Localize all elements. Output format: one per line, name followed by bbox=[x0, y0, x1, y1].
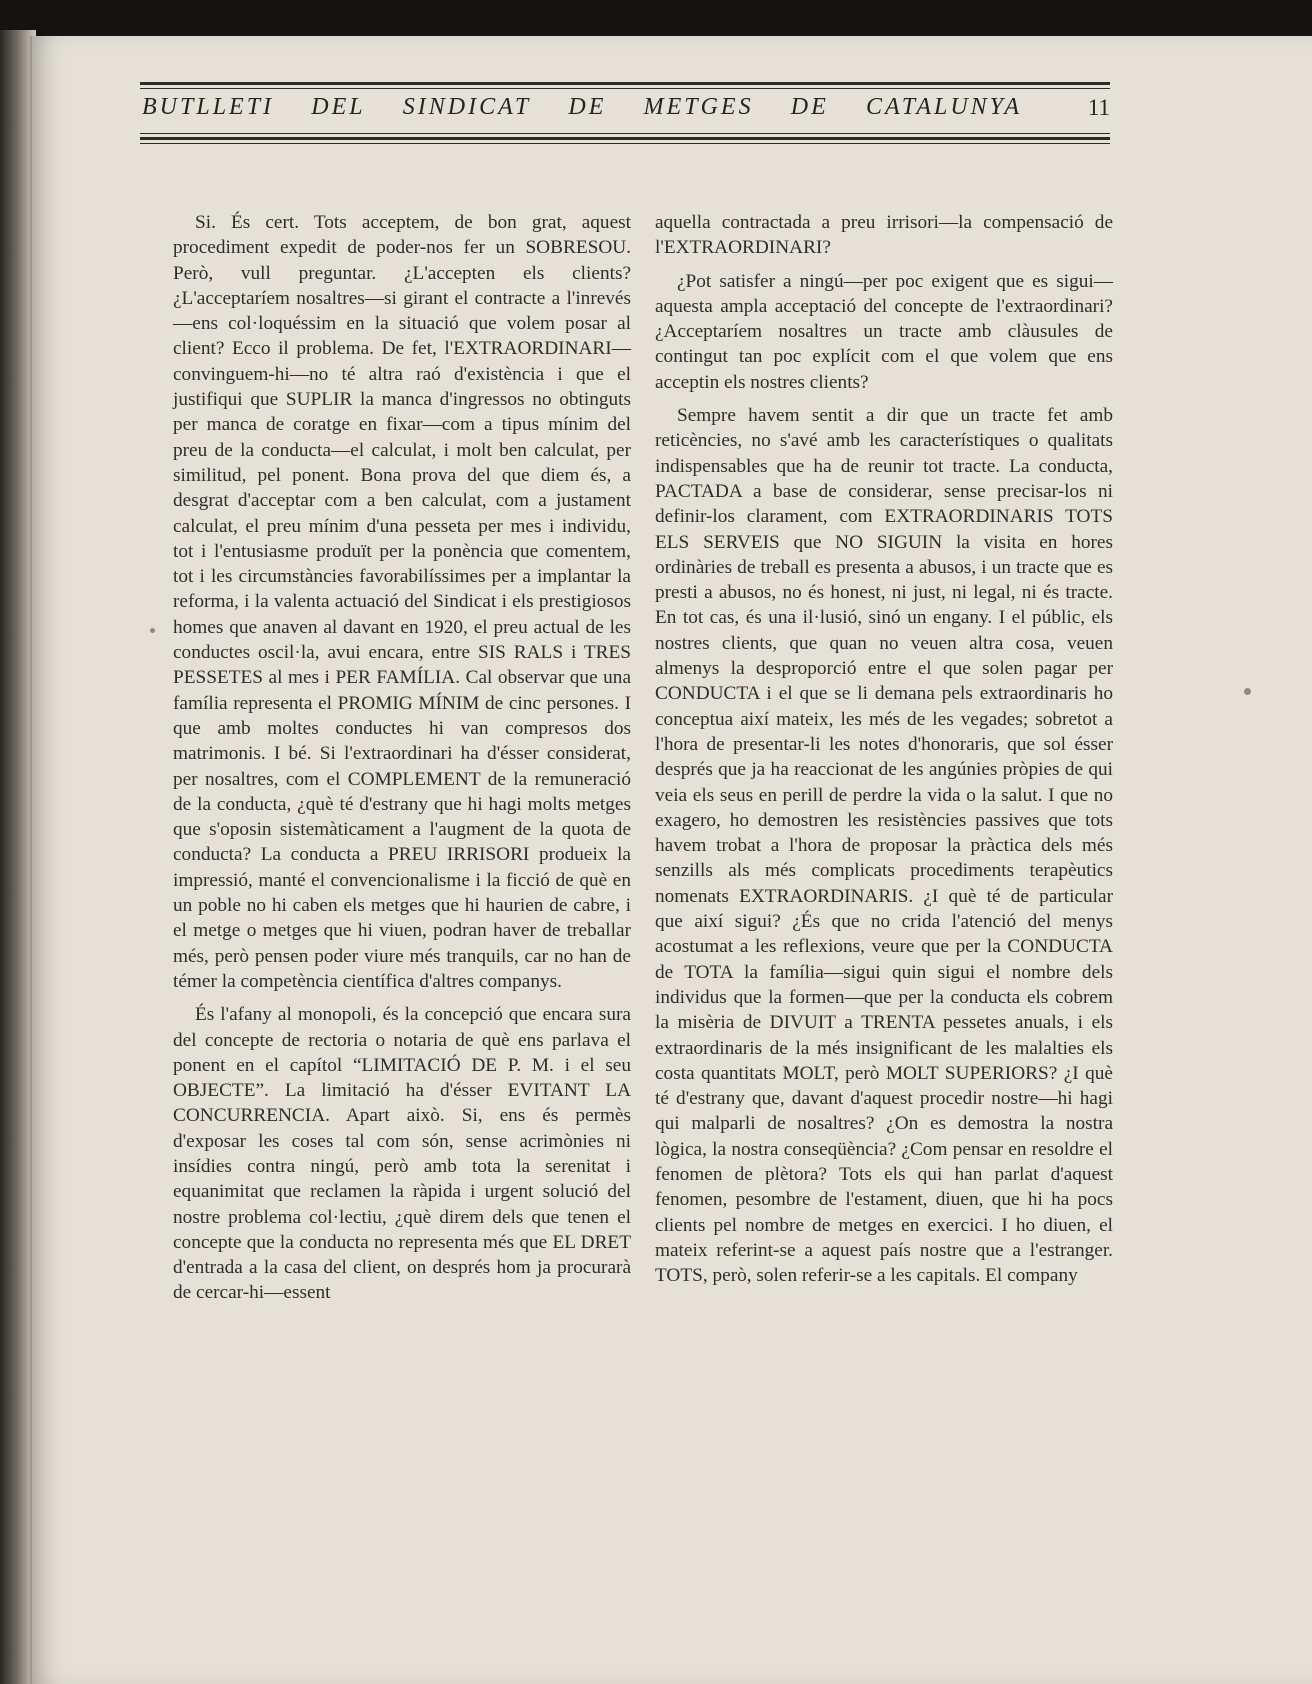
paper-blemish bbox=[150, 628, 155, 633]
paragraph-continuation: aquella contractada a preu irrisori—la compensació de l'EXTRAORDINARI? bbox=[655, 212, 1113, 259]
paragraph: ¿Pot satisfer a ningú—per poc exigent que es sigui—aquesta ampla acceptació del concepte de l'extraordinari? ¿Acceptaríem nosaltres un tracte amb clàusules de contingut tan poc explícit com el que volem que ens acceptin els nostres clients? bbox=[655, 270, 1113, 393]
paragraph: Si. És cert. Tots acceptem, de bon grat, aquest procediment expedit de poder-nos fer un SOBRESOU. Però, vull preguntar. ¿L'accepten els clients? ¿L'acceptaríem nosaltres—si girant el contracte a l'inrevés—ens col·loquéssim en la situació que volem posar al client? Ecco il problema. De fet, l'EXTRAORDINARI—convinguem-hi—no té altra raó d'existència i que el justifiqui que SUPLIR la manca d'ingressos no obtinguts per manca de coratge en fixar—com a tipus mínim del preu de la conducta—el calculat, i molt ben calculat, per similitud, pel ponent. Bona prova del que diem és, a desgrat d'acceptar com a ben calculat, com a justament calculat, el preu mínim d'una pesseta per mes i individu, tot i l'entusiasme produït per la ponència que comentem, tot i les circumstàncies favorabilíssimes per a implantar la reforma, i la valenta actuació del Sindicat i els prestigiosos homes que anaven al davant en 1920, el preu actual de les conductes oscil·la, avui encara, entre SIS RALS i TRES PESSETES al mes i PER FAMÍLIA. Cal observar que una família representa el PROMIG MÍNIM de cinc persones. I que amb moltes conductes hi van compresos dos matrimonis. I bé. Si l'extraordinari ha d'ésser considerat, per nosaltres, com el COMPLEMENT de la remuneració de la conducta, ¿què té d'estrany que hi hagi molts metges que s'oposin sistemàticament a l'augment de la quota de conducta? La conducta a PREU IRRISORI produeix la impressió, manté el convencionalisme i la ficció de què en un poble no hi caben els metges que hi haurien de cabre, i el metge o metges que hi viuen, podran haver de treballar més, però pensen poder viure més tranquils, car no han de témer la competència científica d'altres companys. bbox=[173, 212, 631, 992]
left-text-column bbox=[173, 210, 631, 1314]
journal-title-word: SINDICAT bbox=[402, 94, 532, 120]
header-rule-thin bbox=[140, 133, 1110, 134]
right-text-column bbox=[655, 210, 1113, 1296]
paragraph: Sempre havem sentit a dir que un tracte fet amb reticències, no s'avé amb les característiques o qualitats indispensables que ha de reunir tot tracte. La conducta, PACTADA a base de considerar, sense precisar-los ni definir-los clarament, com EXTRAORDINARIS TOTS ELS SERVEIS que NO SIGUIN la visita en hores ordinàries de treball es presenta a abusos, i un tracte que es presti a abusos, no és honest, ni just, ni legal, ni és tracte. En tot cas, és una il·lusió, sinó un engany. I el públic, els nostres clients, que quan no veuen altra cosa, veuen almenys la desproporció entre el que solen pagar per CONDUCTA i el que se li demana pels extraordinaris ho conceptua així mateix, les més de les vegades; sobretot a l'hora de presentar-li les notes d'honoraris, que sol ésser després que ja ha reaccionat de les angúnies pròpies de qui veia els seus en perill de perdre la vida o la salut. I que no exagero, ho demostren les resistències passives que tots havem trobat a l'hora de proposar la pràctica dels més senzills als més complicats procediments terapèutics nomenats EXTRAORDINARIS. ¿I què té de particular que així sigui? ¿És que no crida l'atenció del menys acostumat a les reflexions, veure que per la CONDUCTA de TOTA la família—sigui quin sigui el nombre dels individus que la formen—que per la conducta els cobrem la misèria de DIVUIT a TRENTA pessetes anuals, i els extraordinaris de la més insignificant de les malalties els costa quantitats MOLT, però MOLT SUPERIORS? ¿I què té d'estrany que, davant d'aquest procedir nostre—hi hagi qui malparli de nosaltres? ¿On es demostra la nostra lògica, la nostra conseqüència? ¿Com pensar en resoldre el fenomen de plètora? Tots els qui han parlat d'aquest fenomen, pesombre de l'estament, diuen, que hi ha pocs clients pel nombre de metges en exercici. I ho diuen, el mateix referint-se a aquest país nostre que a l'estranger. TOTS, però, solen referir-se a les capitals. El company bbox=[655, 405, 1113, 1287]
journal-title-word: DE bbox=[790, 94, 829, 120]
journal-title bbox=[142, 94, 1022, 121]
paragraph: És l'afany al monopoli, és la concepció que encara sura del concepte de rectoria o notaria de què ens parlava el ponent en el capítol “LIMITACIÓ DE P. M. i el seu OBJECTE”. La limitació ha d'ésser EVITANT LA CONCURRENCIA. Apart això. Si, ens és permès d'exposar les coses tal com són, sense acrimònies ni insídies contra ningú, però amb tota la serenitat i equanimitat que reclamen la ràpida i urgent solució del nostre problema col·lectiu, ¿què direm dels que tenen el concepte que la conducta no representa més que EL DRET d'entrada a la casa del client, on després hom ja procurarà de cercar-hi—essent bbox=[173, 1004, 631, 1304]
header-rule-thin bbox=[140, 88, 1110, 89]
header-rule-thick bbox=[140, 82, 1110, 85]
page-number: 11 bbox=[1087, 95, 1110, 120]
running-header bbox=[140, 82, 1110, 164]
paper-blemish bbox=[1244, 688, 1251, 695]
journal-title-word: METGES bbox=[643, 94, 754, 120]
header-rule-thin bbox=[140, 143, 1110, 144]
journal-title-word: DEL bbox=[311, 94, 366, 120]
journal-title-word: CATALUNYA bbox=[865, 94, 1022, 120]
journal-title-word: BUTLLETI bbox=[142, 94, 275, 120]
journal-title-word: DE bbox=[568, 94, 607, 120]
header-rule-thick bbox=[140, 137, 1110, 140]
